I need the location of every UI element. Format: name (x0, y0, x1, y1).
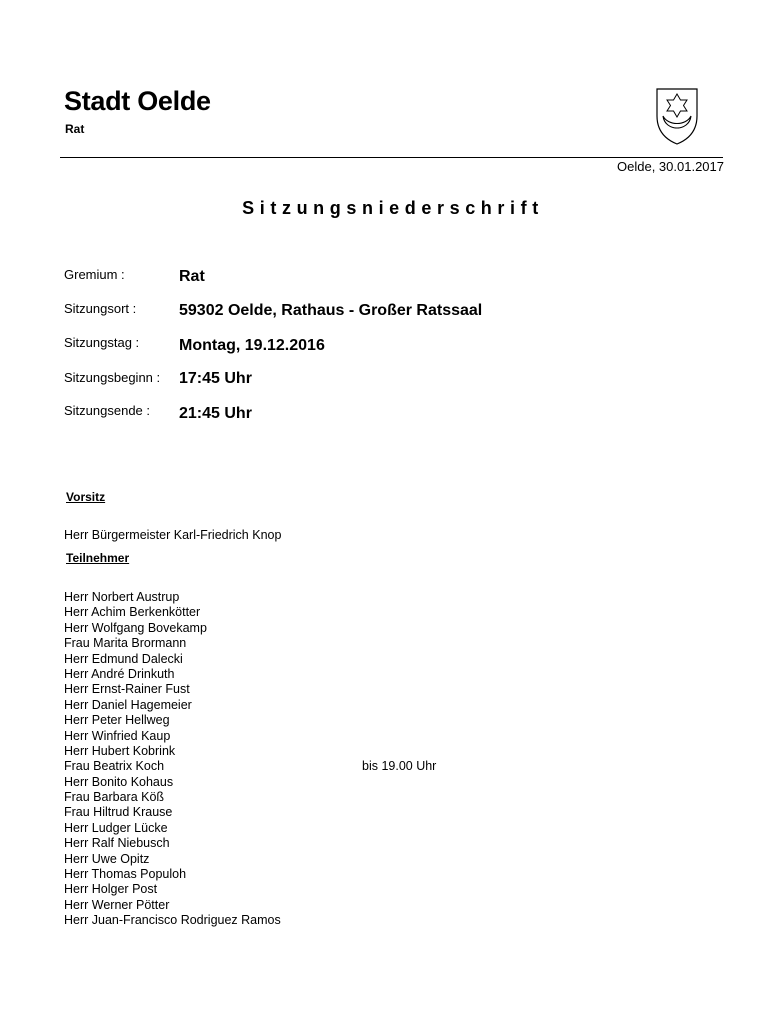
meta-value-gremium: Rat (179, 268, 205, 285)
participant-name: Frau Hiltrud Krause (64, 805, 173, 820)
header-divider (60, 157, 723, 158)
participant-name: Herr Edmund Dalecki (64, 651, 183, 666)
participant-row (64, 713, 684, 728)
meta-label-sitzungsort: Sitzungsort : (64, 301, 137, 316)
meta-label-sitzungsbeginn: Sitzungsbeginn : (64, 370, 161, 385)
participant-row (64, 852, 684, 867)
participant-name: Herr Holger Post (64, 882, 158, 897)
city-crest-icon (653, 86, 701, 146)
chair-heading: Vorsitz (66, 490, 106, 504)
participant-row (64, 590, 684, 605)
participant-name: Herr Thomas Populoh (64, 867, 187, 882)
participant-name: Herr Juan-Francisco Rodriguez Ramos (64, 913, 281, 928)
city-name: Stadt Oelde (64, 86, 211, 116)
participant-row (64, 867, 684, 882)
participant-row (64, 605, 684, 620)
participant-row (64, 729, 684, 744)
participant-name: Herr Daniel Hagemeier (64, 697, 192, 712)
meta-label-gremium: Gremium : (64, 267, 125, 282)
participant-list (64, 590, 684, 929)
participant-row (64, 698, 684, 713)
participant-row (64, 775, 684, 790)
participant-name: Herr Achim Berkenkötter (64, 605, 201, 620)
document-title: Sitzungsniederschrift (242, 198, 544, 218)
participant-row (64, 667, 684, 682)
participant-row (64, 759, 684, 774)
participant-row (64, 898, 684, 913)
participant-row (64, 836, 684, 851)
participant-row (64, 790, 684, 805)
participant-row (64, 913, 684, 928)
participant-row (64, 682, 684, 697)
participant-row (64, 744, 684, 759)
participant-name: Frau Beatrix Koch (64, 759, 165, 774)
meta-label-sitzungstag: Sitzungstag : (64, 335, 140, 350)
participant-name: Herr Norbert Austrup (64, 590, 180, 604)
meta-value-sitzungstag: Montag, 19.12.2016 (179, 337, 325, 354)
participant-note: bis 19.00 Uhr (362, 759, 437, 774)
participant-row (64, 652, 684, 667)
participant-name: Frau Barbara Köß (64, 790, 165, 805)
participant-row (64, 882, 684, 897)
participants-heading: Teilnehmer (66, 551, 130, 565)
meta-value-sitzungsbeginn: 17:45 Uhr (179, 370, 252, 387)
participant-row (64, 805, 684, 820)
participant-name: Frau Marita Brormann (64, 636, 187, 651)
participant-name: Herr Uwe Opitz (64, 851, 150, 866)
participant-name: Herr Bonito Kohaus (64, 774, 174, 789)
participant-name: Herr Winfried Kaup (64, 728, 171, 743)
meta-value-sitzungsende: 21:45 Uhr (179, 405, 252, 422)
participant-name: Herr André Drinkuth (64, 666, 175, 681)
participant-name: Herr Hubert Kobrink (64, 743, 176, 758)
document-date: Oelde, 30.01.2017 (617, 159, 724, 174)
meta-value-sitzungsort: 59302 Oelde, Rathaus - Großer Ratssaal (179, 302, 483, 319)
participant-row (64, 621, 684, 636)
participant-name: Herr Ralf Niebusch (64, 836, 170, 851)
chair-person: Herr Bürgermeister Karl-Friedrich Knop (64, 528, 282, 542)
council-body: Rat (65, 122, 85, 136)
participant-name: Herr Werner Pötter (64, 897, 170, 912)
participant-row (64, 636, 684, 651)
participant-row (64, 821, 684, 836)
meta-label-sitzungsende: Sitzungsende : (64, 403, 151, 418)
participant-name: Herr Peter Hellweg (64, 713, 170, 728)
participant-name: Herr Wolfgang Bovekamp (64, 620, 207, 635)
participant-name: Herr Ludger Lücke (64, 820, 168, 835)
participant-name: Herr Ernst-Rainer Fust (64, 682, 190, 697)
